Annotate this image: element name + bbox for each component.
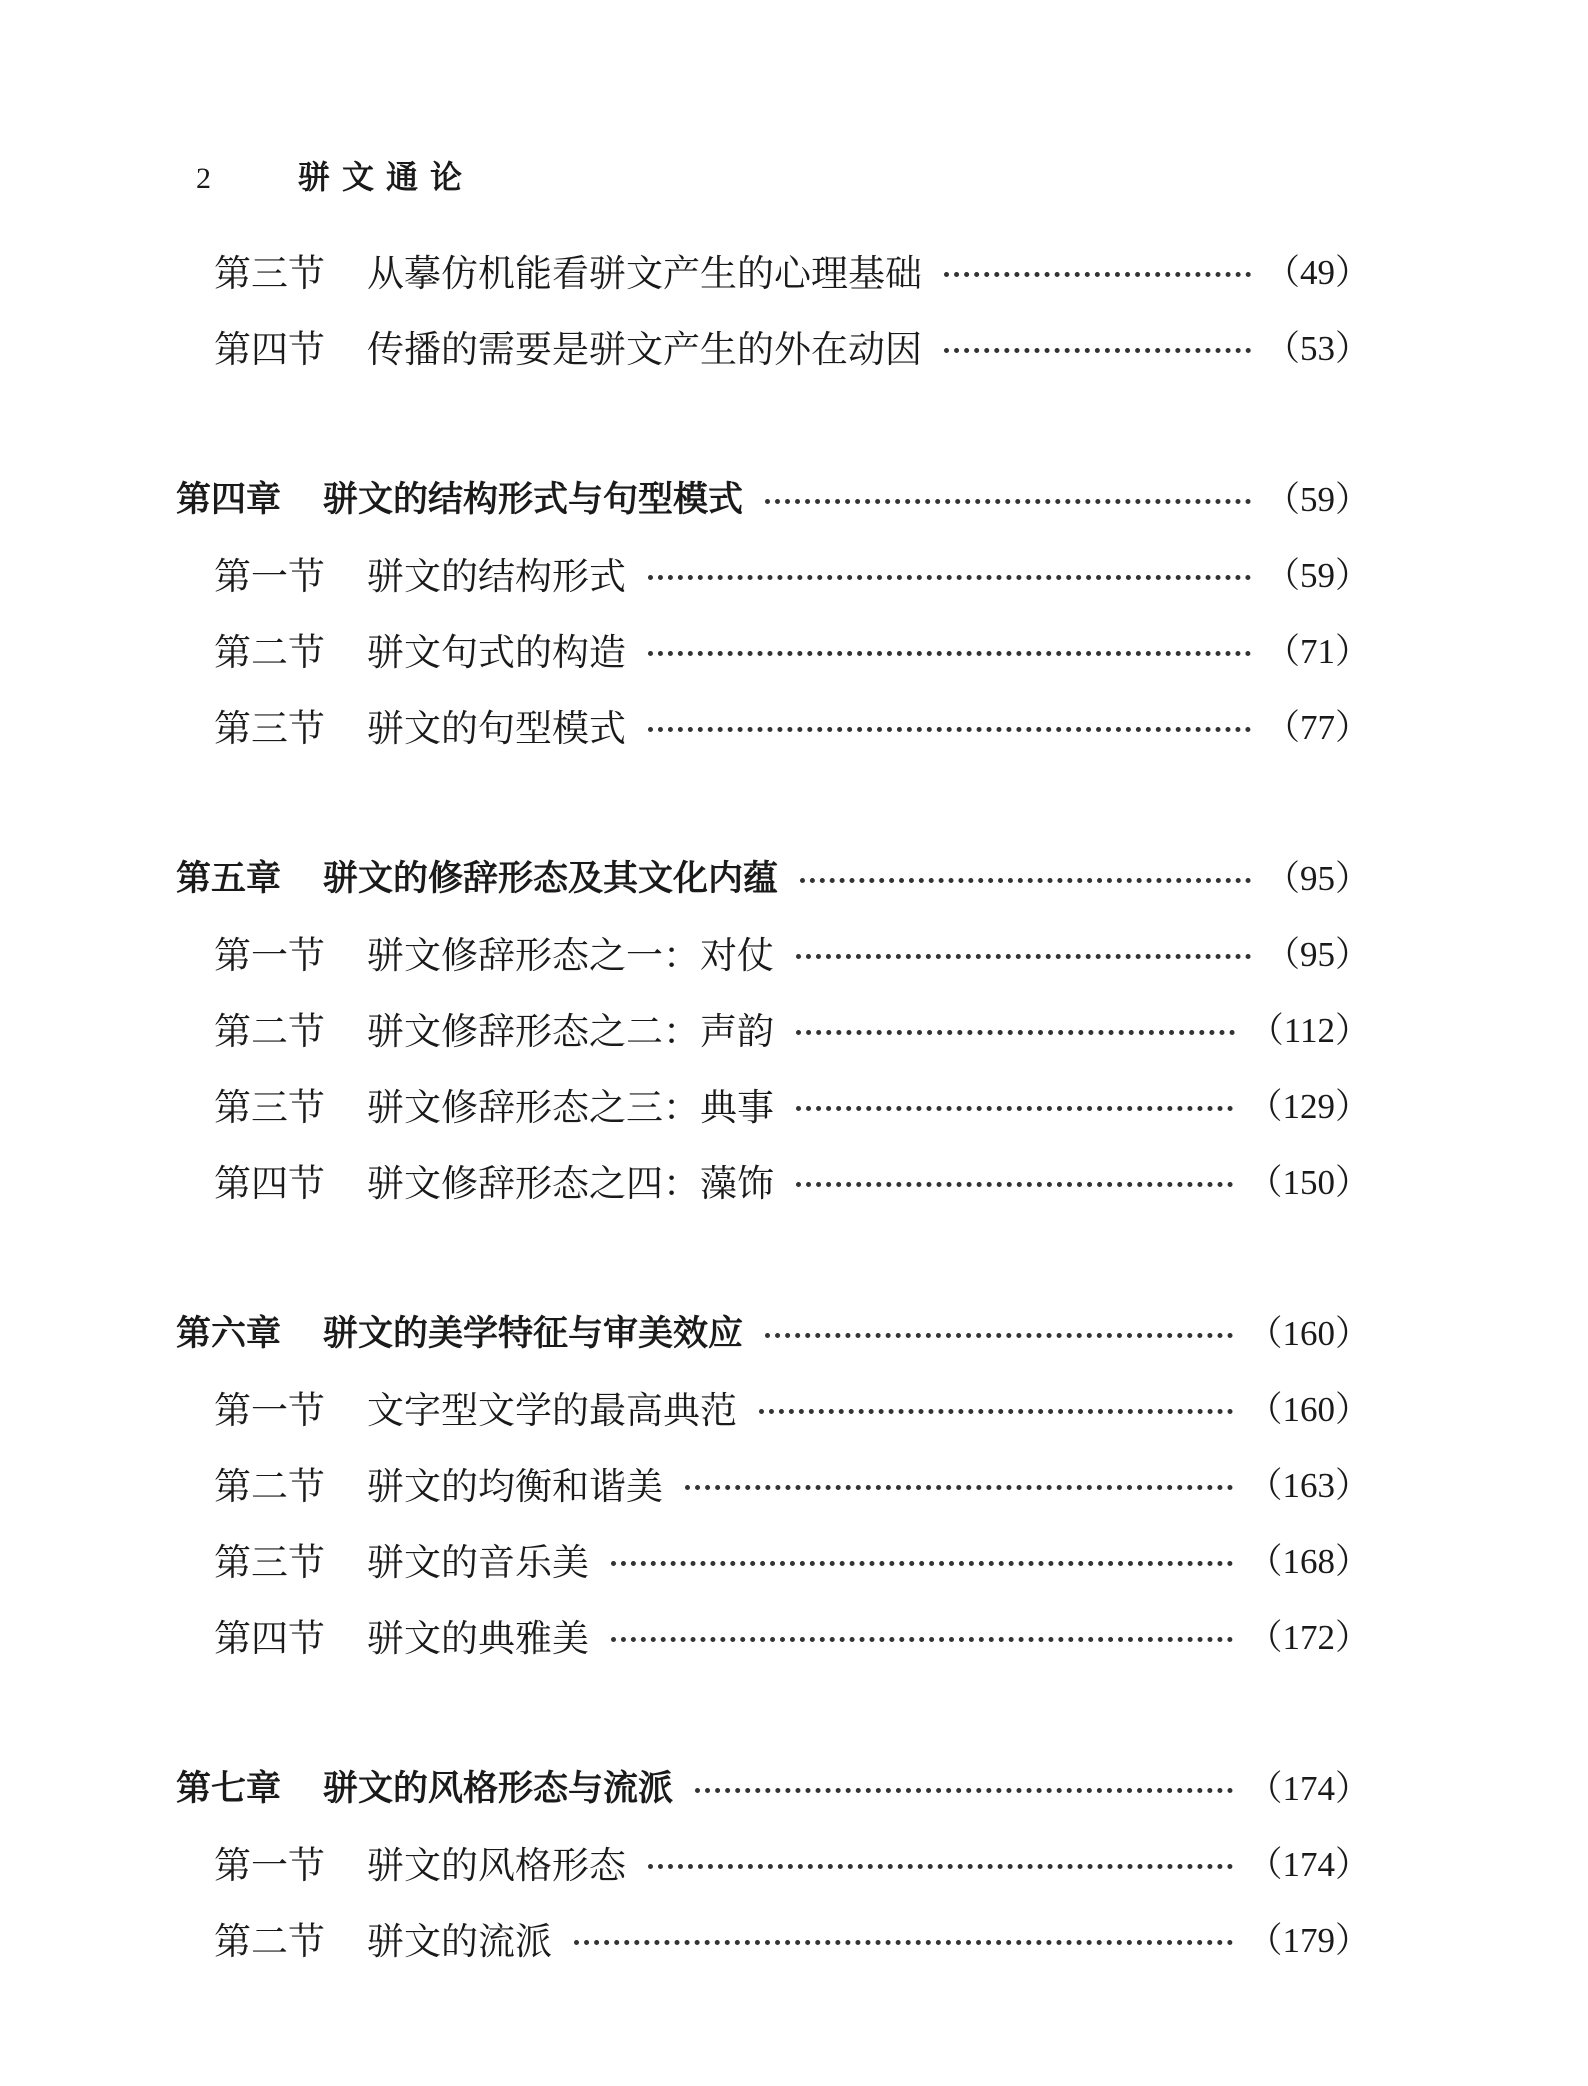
toc-entry-label [176,472,743,522]
toc-section-row [0,998,1370,1058]
toc-entry-title: 骈文的音乐美 [367,1541,589,1584]
dot-leader [611,1637,1233,1642]
toc-entry-title: 骈文修辞形态之四：藻饰 [367,1162,774,1205]
book-title: 骈文通论 [298,158,475,196]
dot-leader [648,651,1251,656]
toc-page-ref: （163） [1247,1466,1370,1505]
toc-entry-number: 第三节 [214,707,325,750]
toc-page-ref: （95） [1264,935,1370,974]
toc-chapter-row [0,846,1370,906]
toc-entry-title: 骈文修辞形态之二：声韵 [367,1010,774,1053]
toc-entry-number: 第二节 [214,1465,325,1508]
toc-entry-number: 第三节 [214,252,325,295]
toc-entry-label [176,1761,673,1811]
toc-page-ref: （95） [1264,859,1370,898]
toc-entry-label [214,1835,626,1889]
toc-section-row [0,619,1370,679]
toc-entry-title: 骈文的结构形式 [367,555,626,598]
toc-section-row [0,316,1370,376]
toc-entry-label [214,546,626,600]
toc-page-ref: （49） [1264,253,1370,292]
dot-leader [648,727,1251,732]
toc-entry-title: 骈文的美学特征与审美效应 [323,1314,744,1354]
toc-entry-number: 第七章 [176,1769,282,1809]
toc-entry-label [214,1001,774,1055]
toc-section-row [0,1908,1370,1968]
toc-entry-number: 第六章 [176,1314,282,1354]
toc-entry-number: 第二节 [214,1010,325,1053]
toc-entry-label [214,1532,589,1586]
toc-entry-number: 第三节 [214,1541,325,1584]
toc-entry-number: 第一节 [214,934,325,977]
dot-leader [765,1333,1233,1338]
toc-entry-label [176,1306,743,1356]
toc-section-row [0,1150,1370,1210]
toc-section-row [0,922,1370,982]
toc-entry-title: 骈文的流派 [367,1920,552,1963]
toc-chapter-row [0,467,1370,527]
toc-page-ref: （174） [1247,1845,1370,1884]
dot-leader [759,1409,1233,1414]
toc-page-ref: （160） [1247,1390,1370,1429]
dot-leader [695,1788,1233,1793]
toc-entry-number: 第二节 [214,631,325,674]
toc-entry-label [214,1380,737,1434]
toc-page-ref: （71） [1264,632,1370,671]
toc-entry-title: 传播的需要是骈文产生的外在动因 [367,328,922,371]
toc-section-row [0,543,1370,603]
toc-entry-label [214,1456,663,1510]
dot-leader [765,499,1251,504]
dot-leader [796,1182,1233,1187]
toc-page-ref: （129） [1247,1087,1370,1126]
toc-page-ref: （172） [1247,1618,1370,1657]
toc-entry-number: 第一节 [214,1389,325,1432]
toc-entry-title: 骈文的句型模式 [367,707,626,750]
dot-leader [796,1030,1235,1035]
toc-section-row [0,1453,1370,1513]
dot-leader [800,878,1251,883]
toc-entry-label [214,698,626,752]
toc-page-ref: （160） [1247,1314,1370,1353]
toc-entry-title: 文字型文学的最高典范 [367,1389,737,1432]
toc-entry-title: 骈文的均衡和谐美 [367,1465,663,1508]
toc-page-ref: （174） [1247,1769,1370,1808]
toc-entry-title: 骈文修辞形态之一：对仗 [367,934,774,977]
dot-leader [944,272,1251,277]
toc-page-ref: （112） [1248,1011,1370,1050]
toc-entry-number: 第二节 [214,1920,325,1963]
toc-section-row [0,1377,1370,1437]
toc-entry-number: 第三节 [214,1086,325,1129]
toc-entry-number: 第一节 [214,1844,325,1887]
toc-entry-title: 骈文的风格形态与流派 [323,1769,674,1809]
toc-page-ref: （179） [1247,1921,1370,1960]
toc-entry-title: 骈文的修辞形态及其文化内蕴 [323,859,779,899]
toc-section-row [0,1832,1370,1892]
toc-page-ref: （59） [1264,480,1370,519]
toc-entry-number: 第五章 [176,859,282,899]
toc-entry-title: 骈文的典雅美 [367,1617,589,1660]
toc-page-ref: （59） [1264,556,1370,595]
toc-entry-title: 骈文的结构形式与句型模式 [323,480,744,520]
toc-page-ref: （150） [1247,1163,1370,1202]
toc-entry-title: 骈文句式的构造 [367,631,626,674]
toc-chapter-row [0,1301,1370,1361]
dot-leader [685,1485,1233,1490]
toc-entry-number: 第四章 [176,480,282,520]
dot-leader [648,575,1251,580]
dot-leader [796,954,1251,959]
toc-section-row [0,1605,1370,1665]
dot-leader [944,348,1251,353]
toc-page-ref: （53） [1264,329,1370,368]
page-number: 2 [196,162,211,195]
toc-entry-title: 从摹仿机能看骈文产生的心理基础 [367,252,922,295]
toc-entry-number: 第一节 [214,555,325,598]
dot-leader [611,1561,1233,1566]
toc-entry-title: 骈文的风格形态 [367,1844,626,1887]
toc-section-row [0,1074,1370,1134]
toc-entry-label [214,622,626,676]
toc-chapter-row [0,1756,1370,1816]
toc-entry-label [214,1608,589,1662]
toc-section-row [0,695,1370,755]
toc-entry-label [176,851,778,901]
toc-entry-label [214,319,922,373]
toc-entry-number: 第四节 [214,1617,325,1660]
toc-entry-label [214,1077,774,1131]
toc-entry-label [214,925,774,979]
toc-entry-number: 第四节 [214,1162,325,1205]
toc-section-row [0,1529,1370,1589]
toc-entry-number: 第四节 [214,328,325,371]
toc-page-ref: （77） [1264,708,1370,747]
toc-entry-label [214,243,922,297]
dot-leader [574,1940,1233,1945]
toc-entry-label [214,1911,552,1965]
toc-entry-label [214,1153,774,1207]
toc-entry-title: 骈文修辞形态之三：典事 [367,1086,774,1129]
dot-leader [648,1864,1233,1869]
dot-leader [796,1106,1233,1111]
toc-section-row [0,240,1370,300]
toc-page-ref: （168） [1247,1542,1370,1581]
running-head [196,152,474,198]
